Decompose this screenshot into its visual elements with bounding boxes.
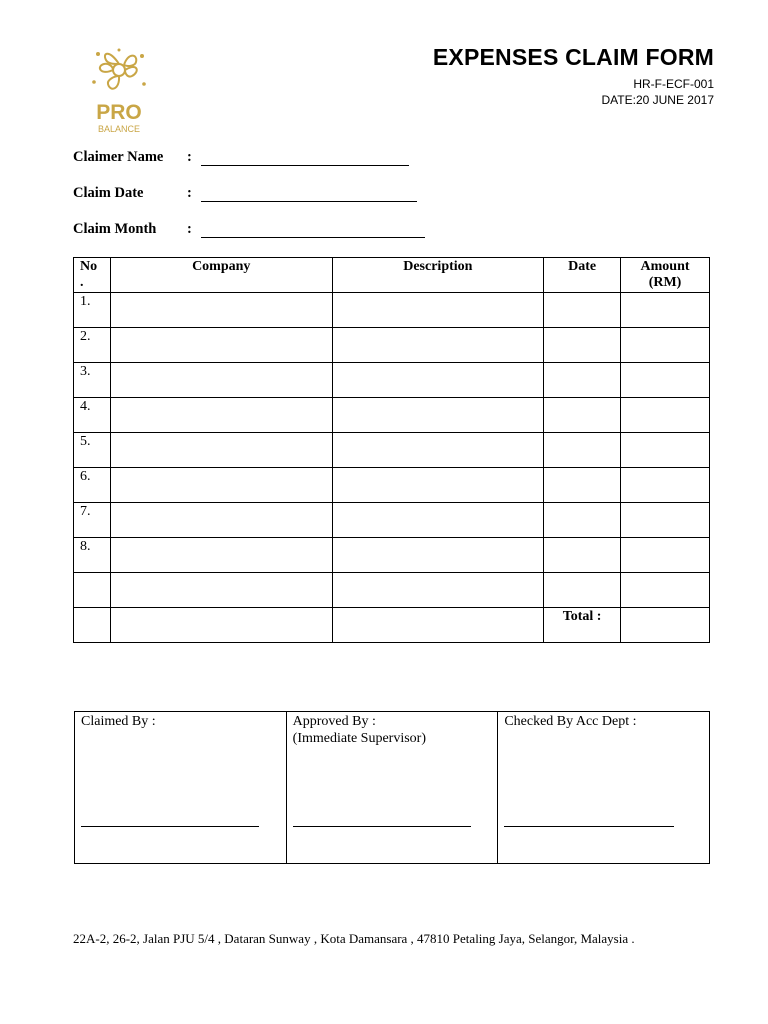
approved-by-signature-line[interactable] [293,826,471,827]
row-number: 8. [74,538,111,573]
amount-cell[interactable] [621,398,710,433]
company-cell[interactable] [110,363,332,398]
table-row [74,503,710,538]
expense-items-table [73,257,710,643]
description-cell[interactable] [332,468,544,503]
approved-by-box [286,712,498,864]
table-row [74,398,710,433]
description-cell[interactable] [332,573,544,608]
claim-month-input[interactable] [201,223,425,238]
date-cell[interactable] [544,328,621,363]
row-number: 4. [74,398,111,433]
table-row [74,573,710,608]
logo-subtext: BALANCE [97,124,141,134]
claimer-name-label: Claimer Name [73,149,164,165]
description-cell[interactable] [332,398,544,433]
row-number [74,573,111,608]
company-cell[interactable] [110,433,332,468]
company-cell[interactable] [110,573,332,608]
claimed-by-label: Claimed By : [81,714,156,729]
claimer-name-field: Claimer Name : [73,149,409,166]
date-cell[interactable] [544,398,621,433]
table-row [74,363,710,398]
date-cell[interactable] [544,468,621,503]
row-number: 5. [74,433,111,468]
total-amount-cell[interactable] [621,608,710,643]
checked-by-signature-line[interactable] [504,826,674,827]
logo-text: PRO [96,101,142,124]
date-cell[interactable] [544,573,621,608]
header-company: Company [110,258,332,293]
table-row [74,293,710,328]
claim-month-label: Claim Month [73,221,157,237]
approved-by-note: (Immediate Supervisor) [292,731,427,746]
checked-by-box [498,712,710,864]
table-header-row [74,258,710,293]
amount-cell[interactable] [621,363,710,398]
total-label: Total : [544,608,621,643]
company-logo [80,42,158,136]
claimer-name-input[interactable] [201,151,409,166]
date-cell[interactable] [544,503,621,538]
company-address: 22A-2, 26-2, Jalan PJU 5/4 , Dataran Sunway , Kota Damansara , 47810 Petaling Jaya, Selangor, Malaysia . [73,931,635,946]
header-amount: Amount (RM) [621,258,710,293]
row-number: 7. [74,503,111,538]
amount-cell[interactable] [621,328,710,363]
description-cell[interactable] [332,503,544,538]
row-number: 3. [74,363,111,398]
description-cell[interactable] [332,433,544,468]
date-cell[interactable] [544,363,621,398]
total-row [74,608,710,643]
header-date: Date [544,258,621,293]
description-cell[interactable] [332,363,544,398]
date-cell[interactable] [544,538,621,573]
claim-date-field: Claim Date : [73,185,417,202]
table-row [74,538,710,573]
logo-emblem-icon [80,42,158,136]
date-cell[interactable] [544,293,621,328]
claim-date-label: Claim Date [73,185,144,201]
row-number: 1. [74,293,111,328]
claimed-by-box [75,712,287,864]
document-date: DATE:20 JUNE 2017 [601,93,714,107]
company-cell[interactable] [110,328,332,363]
company-cell[interactable] [110,293,332,328]
amount-cell[interactable] [621,433,710,468]
row-number: 2. [74,328,111,363]
claim-month-field: Claim Month : [73,221,425,238]
description-cell[interactable] [332,293,544,328]
table-row [74,468,710,503]
claim-date-input[interactable] [201,187,417,202]
amount-cell[interactable] [621,503,710,538]
table-row [74,433,710,468]
amount-cell[interactable] [621,293,710,328]
signature-table [74,711,710,864]
amount-cell[interactable] [621,573,710,608]
row-number: 6. [74,468,111,503]
table-row [74,328,710,363]
header-no: No . [74,258,111,293]
company-cell[interactable] [110,538,332,573]
header-description: Description [332,258,544,293]
claimed-by-signature-line[interactable] [81,826,259,827]
document-code: HR-F-ECF-001 [633,77,714,91]
checked-by-label: Checked By Acc Dept : [504,714,637,729]
company-cell[interactable] [110,398,332,433]
approved-by-label: Approved By : [292,714,376,729]
date-cell[interactable] [544,433,621,468]
amount-cell[interactable] [621,538,710,573]
description-cell[interactable] [332,328,544,363]
form-title: EXPENSES CLAIM FORM [432,44,714,70]
company-cell[interactable] [110,503,332,538]
amount-cell[interactable] [621,468,710,503]
company-cell[interactable] [110,468,332,503]
description-cell[interactable] [332,538,544,573]
